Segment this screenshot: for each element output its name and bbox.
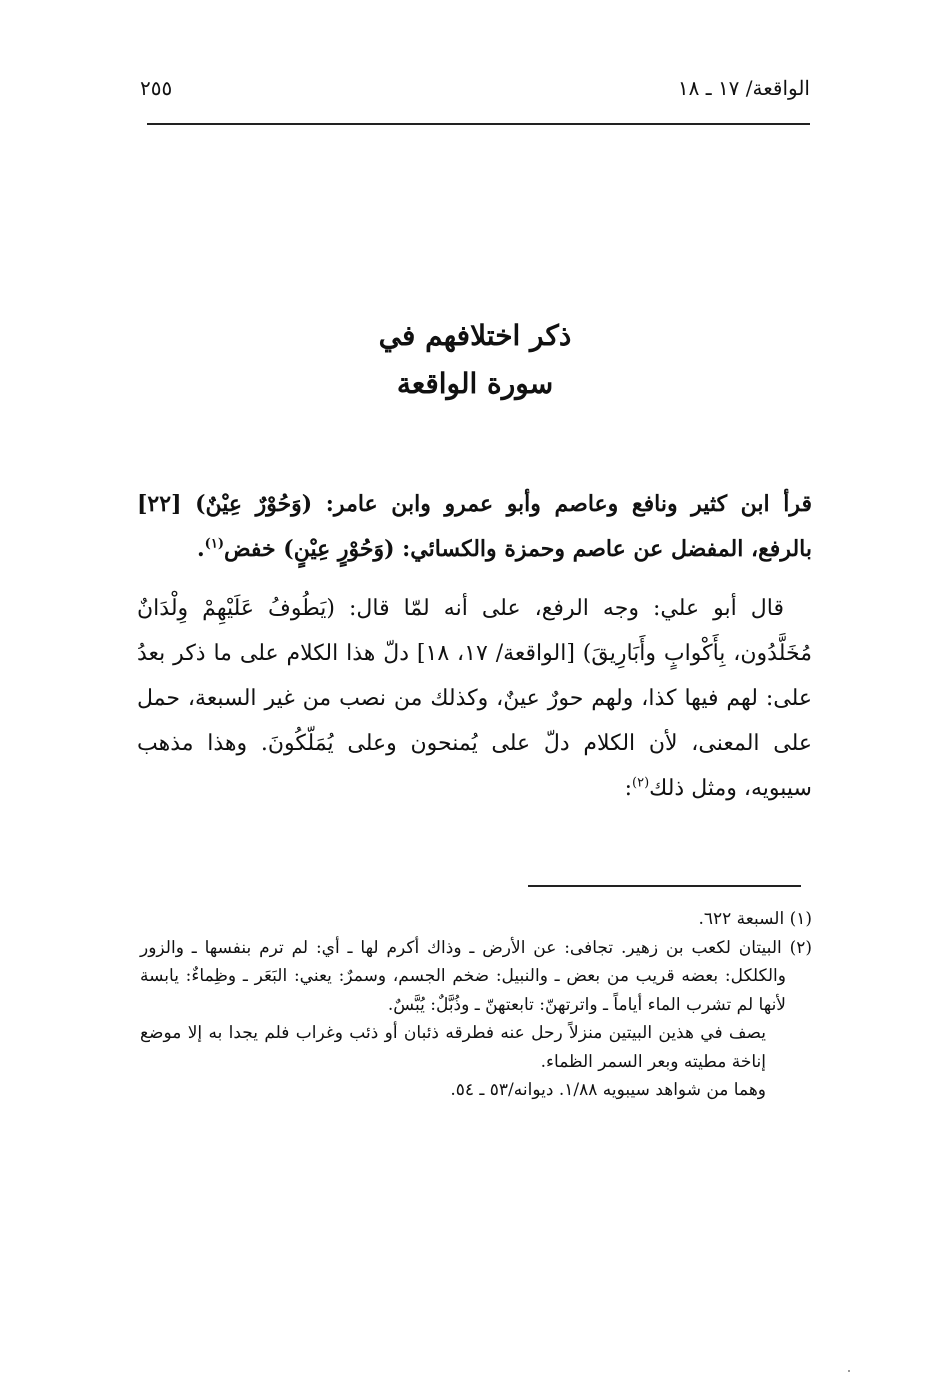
paragraph-commentary-text: قال أبو علي: وجه الرفع، على أنه لمّا قال: (يَطُوفُ عَلَيْهِمْ وِلْدَانٌ مُخَلَّدُون، بِأَكْوابٍ وأَبَارِيقَ) [الواقعة/ ١٧، ١٨] دلّ هذا الكلام على ما ذكر بعدُ على: لهم فيها كذا، ولهم حورٌ عينٌ، وكذلك من نصب من غير السبعة، حمل على المعنى، لأن الكلام دلّ على يُمنحون وعلى يُمَلّكُونَ. وهذا مذهب سيبويه، ومثل ذلك	[137, 596, 813, 801]
footnotes	[140, 905, 812, 1105]
footnote-1: (١) السبعة ٦٢٢.	[698, 909, 812, 929]
paragraph-commentary-end: :	[624, 776, 633, 801]
page-number: ٢٥٥	[140, 76, 173, 100]
paragraph-readings	[137, 482, 812, 572]
footnote-2: (٢) البيتان لكعب بن زهير. تجافى: عن الأرض ـ وذاك أكرم لها ـ أي: لم ترم بنفسها ـ والزور والكلكل: بعضه قريب من بعض ـ والنبيل: ضخم الجسم، وسمرٌ: يعني: البَعَر ـ وظِماءٌ: يابسة لأنها لم تشرب الماء أياماً ـ واترتهنّ: تابعتهنّ ـ وذُبَّلٌ: يُبَّسٌ.	[140, 937, 812, 1015]
footnote-ref-1: (١)	[204, 536, 224, 552]
footnote-2-source: وهما من شواهد سيبويه ١/٨٨. ديوانه/٥٣ ـ ٥٤.	[450, 1080, 766, 1100]
footnote-separator	[528, 885, 801, 887]
scan-speck	[848, 1370, 850, 1372]
footnote-ref-2: (٢)	[632, 775, 650, 791]
header-rule	[147, 123, 810, 125]
paragraph-commentary	[137, 586, 812, 811]
chapter-title-line-2: سورة الواقعة	[396, 367, 554, 400]
paragraph-readings-text: قرأ ابن كثير ونافع وعاصم وأبو عمرو وابن عامر: (وَحُوْرٌ عِيْنٌ) [٢٢] بالرفع، المفضل عن عاصم وحمزة والكسائي: (وَحُوْرٍ عِيْنٍ) خفض	[137, 491, 812, 562]
chapter-heading	[140, 312, 810, 408]
footnote-2-description: يصف في هذين البيتين منزلاً رحل عنه فطرقه ذئبان أو ذئب وغراب فلم يجدا به إلا موضع إناخة مطيته وبعر السمر الظماء.	[140, 1023, 766, 1072]
paragraph-readings-end: .	[197, 536, 205, 562]
running-title: الواقعة/ ١٧ ـ ١٨	[677, 76, 810, 100]
main-text	[137, 482, 812, 811]
running-header	[140, 70, 810, 110]
chapter-title-line-1: ذكر اختلافهم في	[378, 319, 572, 352]
